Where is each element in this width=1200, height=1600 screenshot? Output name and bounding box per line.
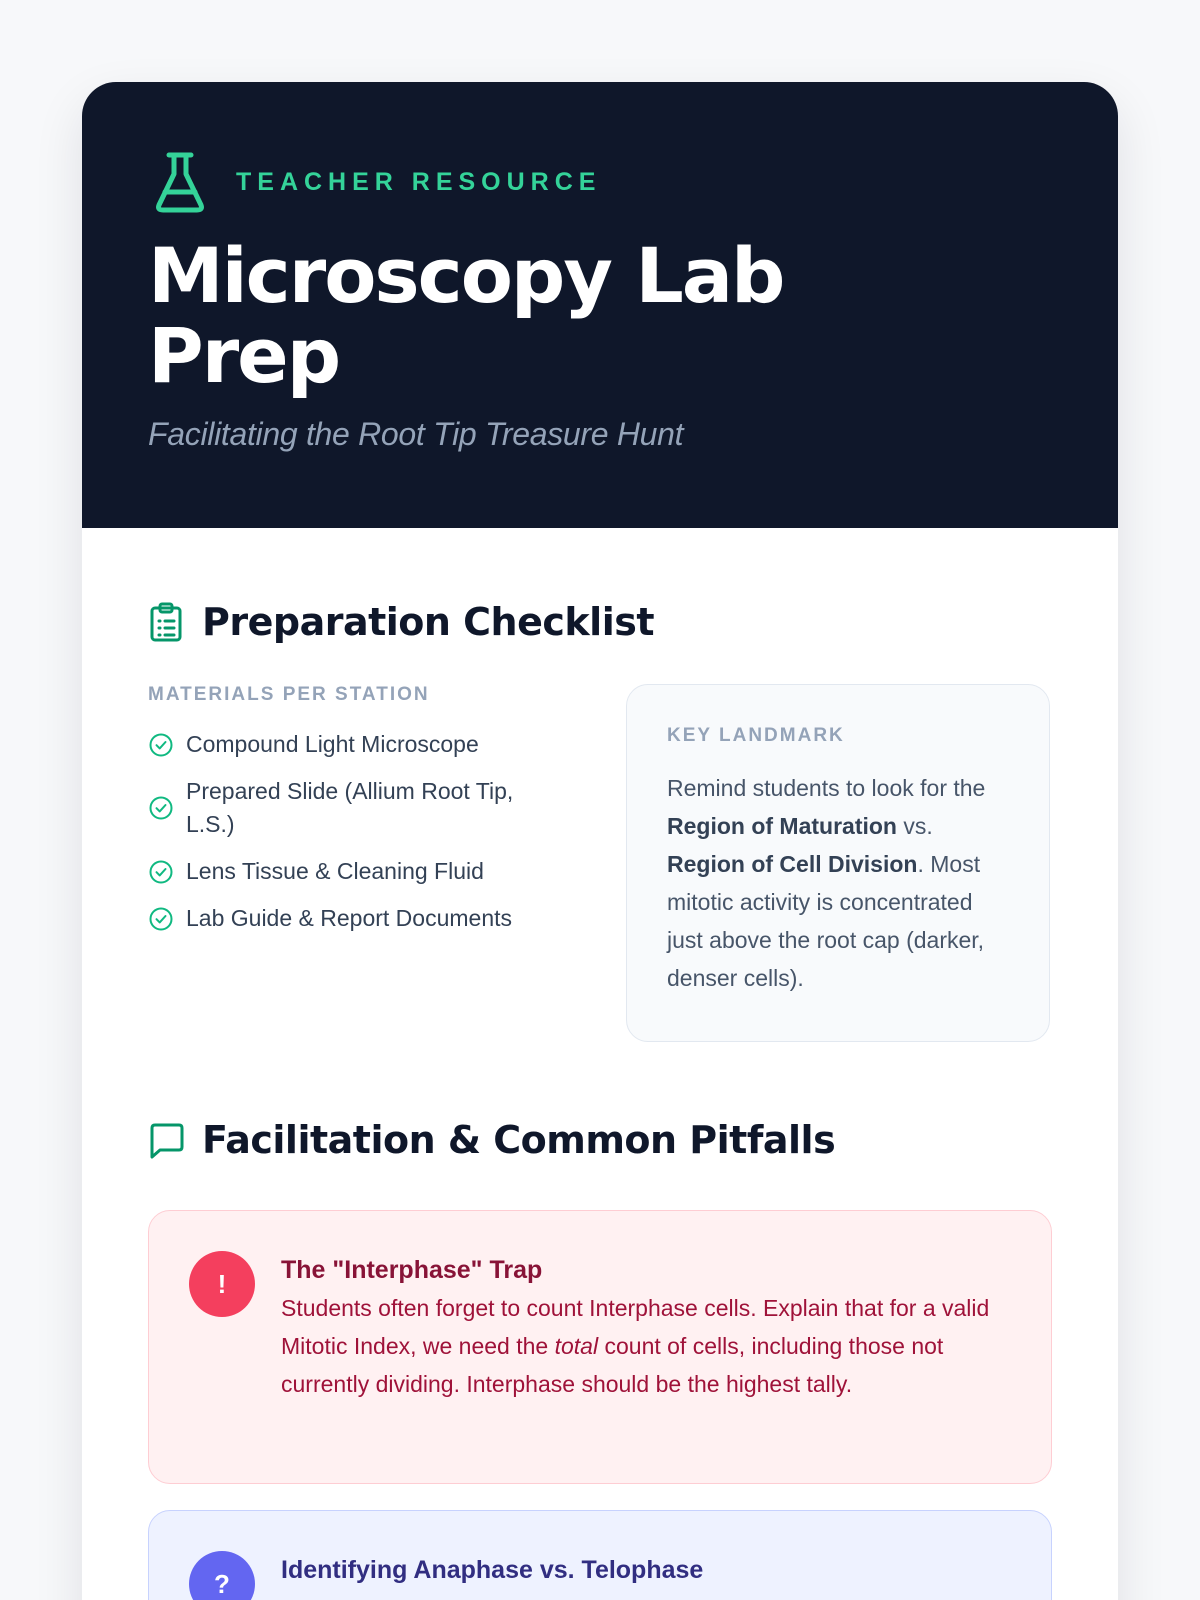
checklist-section (148, 594, 1052, 1044)
anaphase-telophase-callout (148, 1510, 1052, 1600)
materials-list (148, 728, 568, 935)
materials-heading: MATERIALS PER STATION (148, 684, 430, 705)
landmark-text: Remind students to look for the Region of Maturation vs. Region of Cell Division. Most mitotic activity is concentrated just above the root cap (darker, denser cells). (667, 775, 986, 991)
callout-content (281, 1251, 1011, 1443)
clipboard-icon (148, 602, 184, 642)
pitfalls-title: Facilitation & Common Pitfalls (202, 1118, 836, 1162)
landmark-term-division: Region of Cell Division (667, 851, 918, 877)
callout-content (281, 1551, 703, 1600)
materials-column (148, 684, 568, 949)
pitfalls-section (148, 1112, 1052, 1600)
material-label: Compound Light Microscope (186, 731, 479, 757)
chat-bubble-icon (148, 1120, 184, 1160)
key-landmark-card (626, 684, 1050, 1042)
page-title: Microscopy Lab Prep (148, 231, 784, 400)
check-circle-icon (148, 795, 174, 821)
kicker-label: TEACHER RESOURCE (236, 167, 602, 196)
question-icon: ? (189, 1551, 255, 1600)
checklist-grid (148, 684, 1052, 1044)
pitfalls-heading (148, 1112, 1052, 1168)
flask-icon (152, 150, 208, 214)
callout-emphasis: total (554, 1333, 599, 1359)
hero-header (82, 82, 1118, 528)
landmark-term-maturation: Region of Maturation (667, 813, 897, 839)
page-subtitle: Facilitating the Root Tip Treasure Hunt (148, 416, 684, 452)
material-label: Prepared Slide (Allium Root Tip, L.S.) (186, 778, 514, 837)
landmark-heading: KEY LANDMARK (667, 725, 845, 746)
check-circle-icon (148, 732, 174, 758)
callout-text: Students often forget to count Interphase cells. Explain that for a valid Mitotic Index, we need the total count of cells, including those not currently dividing. Interphase should be the highest tally. (281, 1295, 990, 1397)
checklist-heading (148, 594, 1052, 650)
main-content (82, 528, 1118, 1600)
material-label: Lens Tissue & Cleaning Fluid (186, 858, 484, 884)
kicker-row (148, 148, 1052, 216)
check-circle-icon (148, 906, 174, 932)
list-item (148, 902, 568, 935)
list-item (148, 855, 568, 888)
list-item (148, 728, 568, 761)
callout-title: The "Interphase" Trap (281, 1256, 543, 1284)
resource-card (82, 82, 1118, 1600)
warning-icon: ! (189, 1251, 255, 1317)
material-label: Lab Guide & Report Documents (186, 905, 513, 931)
interphase-trap-callout (148, 1210, 1052, 1484)
callout-title: Identifying Anaphase vs. Telophase (281, 1556, 704, 1584)
checklist-title: Preparation Checklist (202, 600, 655, 644)
list-item (148, 775, 568, 841)
check-circle-icon (148, 859, 174, 885)
